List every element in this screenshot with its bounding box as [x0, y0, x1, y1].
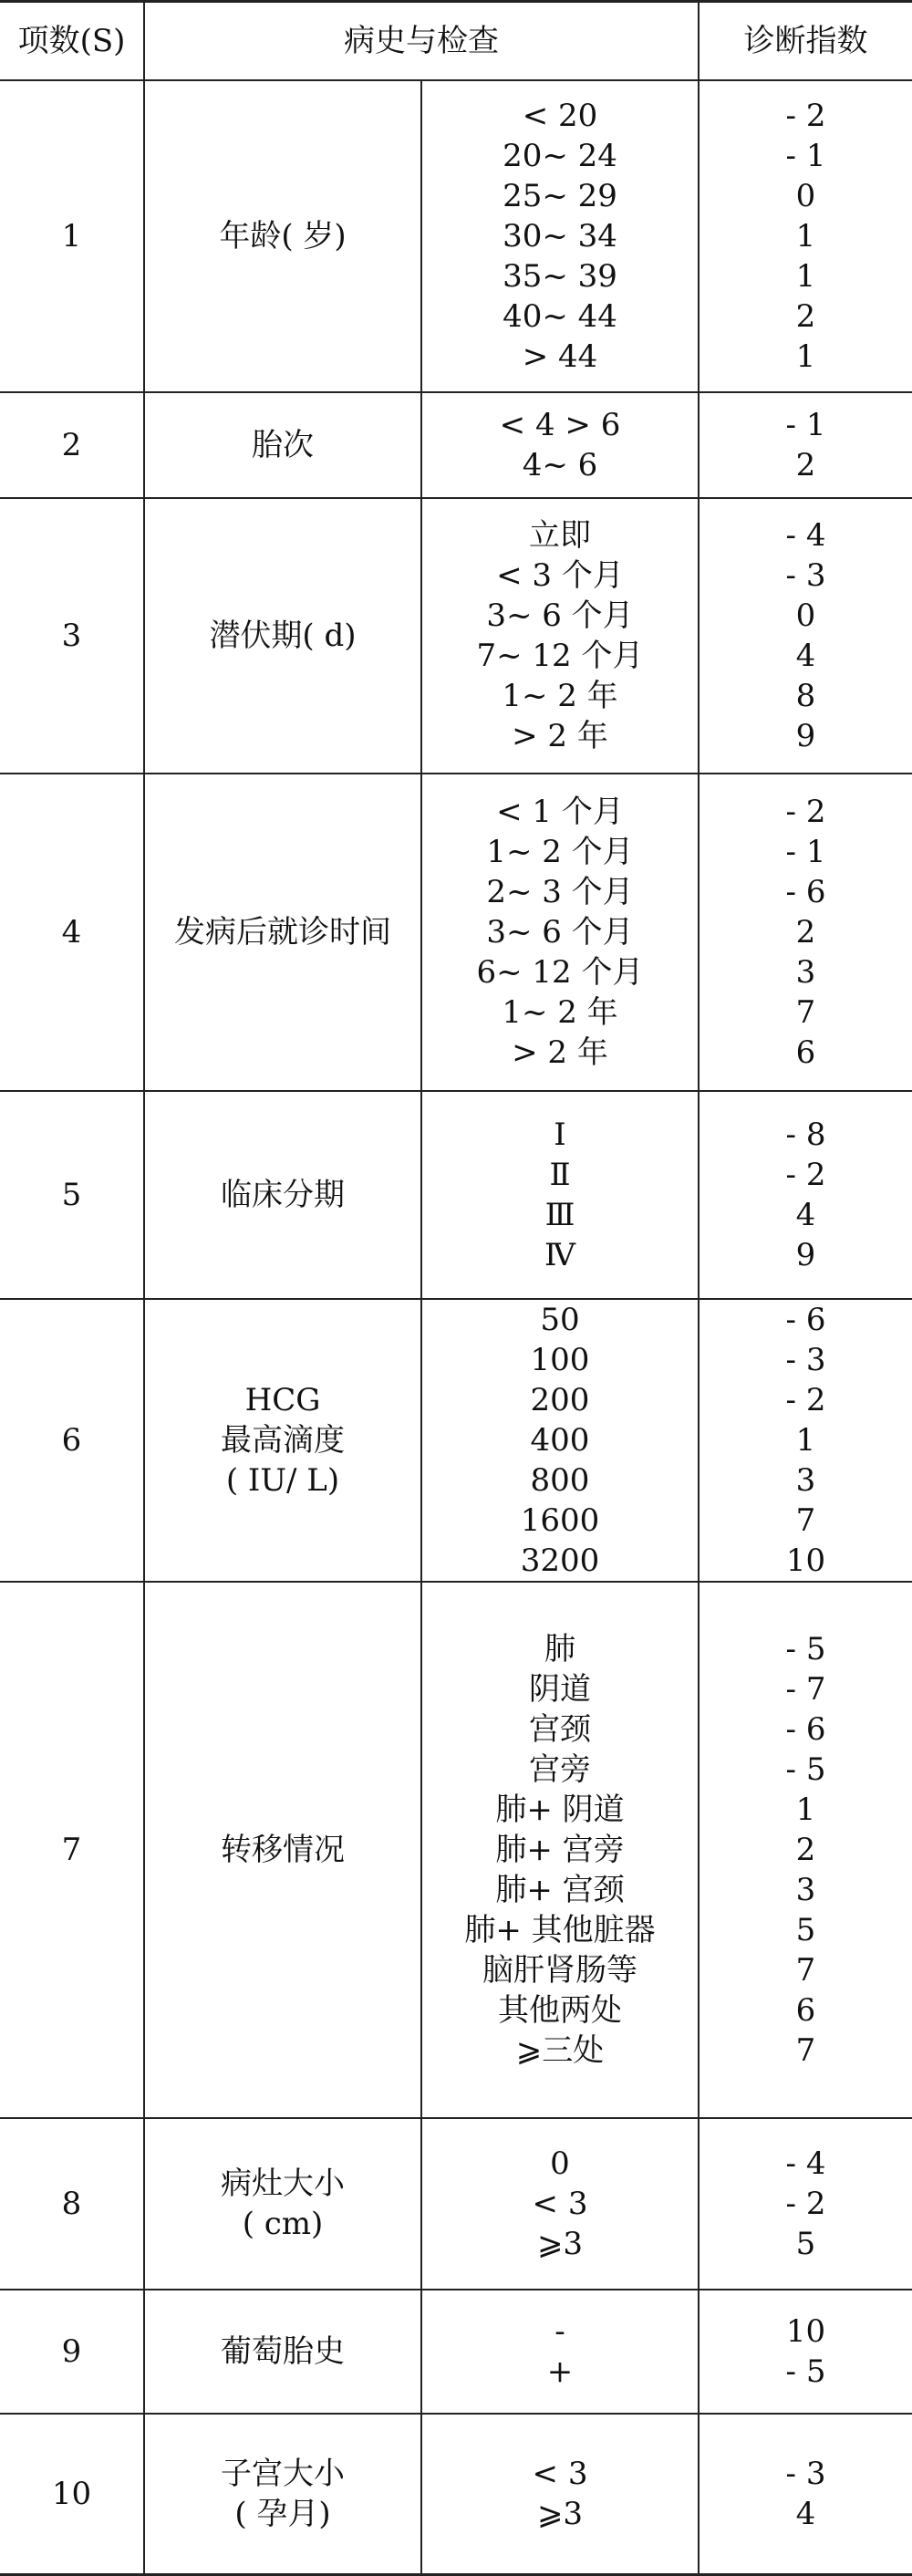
score-value: 3 — [795, 1462, 816, 1499]
condition-list — [421, 1091, 699, 1299]
score-list — [699, 2290, 912, 2414]
table-row — [0, 392, 912, 498]
history-item — [144, 1299, 421, 1582]
score-value: 4 — [795, 1197, 816, 1233]
condition-value: ⩾三处 — [515, 2032, 605, 2069]
history-line: 转移情况 — [221, 1832, 345, 1868]
score-value: - 5 — [785, 1631, 826, 1667]
condition-value: Ⅳ — [544, 1237, 575, 1273]
table-row — [0, 1582, 912, 2118]
score-value: 1 — [795, 1422, 816, 1459]
item-number: 1 — [0, 80, 144, 392]
score-value: - 1 — [785, 407, 826, 443]
condition-value: < 3 — [532, 2186, 588, 2222]
condition-value: 40~ 44 — [503, 298, 617, 335]
item-number: 2 — [0, 392, 144, 498]
condition-value: 400 — [530, 1422, 590, 1459]
score-value: 4 — [795, 2495, 816, 2532]
score-list — [699, 2414, 912, 2574]
score-value: 1 — [795, 338, 816, 375]
table-row — [0, 2118, 912, 2290]
score-value: - 2 — [785, 2186, 826, 2222]
score-value: - 3 — [785, 2455, 826, 2492]
history-line: ( IU/ L) — [225, 1462, 340, 1499]
header-score: 诊断指数 — [699, 2, 912, 81]
score-value: 7 — [795, 994, 816, 1031]
condition-value: 1~ 2 年 — [502, 994, 618, 1031]
score-value: 6 — [795, 1992, 816, 2029]
condition-value: 100 — [530, 1342, 590, 1378]
item-number: 10 — [0, 2414, 144, 2574]
table-row — [0, 80, 912, 392]
condition-value: 宫旁 — [529, 1751, 591, 1788]
item-number: 3 — [0, 498, 144, 774]
condition-value: < 4 > 6 — [499, 407, 621, 443]
item-number: 7 — [0, 1582, 144, 2118]
condition-value: 3~ 6 个月 — [486, 597, 634, 634]
score-list — [699, 80, 912, 392]
score-value: - 2 — [785, 1157, 826, 1193]
history-line: 临床分期 — [221, 1177, 345, 1213]
history-line: ( cm) — [242, 2206, 324, 2242]
condition-value: > 2 年 — [512, 718, 608, 754]
score-list — [699, 1091, 912, 1299]
score-value: 2 — [795, 298, 816, 335]
condition-value: 1600 — [520, 1502, 600, 1539]
condition-value: 20~ 24 — [503, 138, 617, 174]
item-number: 9 — [0, 2290, 144, 2414]
condition-list — [421, 392, 699, 498]
condition-value: > 2 年 — [512, 1034, 608, 1071]
score-value: - 4 — [785, 517, 826, 554]
condition-value: < 20 — [522, 98, 598, 134]
header-history: 病史与检查 — [144, 2, 699, 81]
condition-value: 6~ 12 个月 — [476, 954, 644, 991]
score-value: - 6 — [785, 874, 826, 910]
table-row — [0, 2290, 912, 2414]
score-value: 0 — [795, 178, 816, 214]
table-row — [0, 1091, 912, 1299]
condition-list — [421, 2290, 699, 2414]
condition-value: 1~ 2 年 — [502, 678, 618, 714]
condition-value: 50 — [540, 1302, 580, 1338]
history-item — [144, 80, 421, 392]
score-value: - 2 — [785, 794, 826, 830]
item-number: 8 — [0, 2118, 144, 2290]
condition-value: 肺+ 阴道 — [495, 1792, 625, 1828]
condition-value: 其他两处 — [498, 1992, 622, 2029]
condition-value: ⩾3 — [536, 2495, 584, 2532]
score-value: 9 — [795, 1237, 816, 1273]
score-value: 7 — [795, 2032, 816, 2069]
table-row — [0, 498, 912, 774]
table-row — [0, 774, 912, 1091]
score-list — [699, 1299, 912, 1582]
condition-value: - — [554, 2313, 565, 2350]
history-line: 胎次 — [252, 427, 314, 463]
condition-value: < 1 个月 — [496, 794, 624, 830]
history-item — [144, 2290, 421, 2414]
history-line: 子宫大小 — [221, 2455, 345, 2492]
condition-list — [421, 2414, 699, 2574]
condition-value: < 3 个月 — [496, 557, 624, 594]
score-value: 1 — [795, 1792, 816, 1828]
score-value: 2 — [795, 914, 816, 950]
condition-value: > 44 — [522, 338, 598, 375]
condition-value: 宫颈 — [529, 1711, 591, 1748]
score-value: 2 — [795, 447, 816, 483]
score-value: - 4 — [785, 2145, 826, 2182]
condition-value: Ⅱ — [549, 1157, 571, 1193]
history-line: 潜伏期( d) — [209, 618, 357, 654]
score-value: 10 — [785, 1542, 826, 1579]
condition-value: 肺 — [544, 1631, 575, 1667]
condition-value: 3200 — [520, 1542, 600, 1579]
condition-value: 35~ 39 — [503, 258, 617, 295]
condition-value: Ⅰ — [554, 1117, 566, 1153]
score-value: 1 — [795, 258, 816, 295]
condition-value: 阴道 — [529, 1671, 591, 1708]
score-value: - 8 — [785, 1117, 826, 1153]
score-value: - 2 — [785, 98, 826, 134]
condition-value: 800 — [530, 1462, 590, 1499]
condition-value: 3~ 6 个月 — [486, 914, 634, 950]
condition-list — [421, 1582, 699, 2118]
score-value: - 3 — [785, 557, 826, 594]
condition-list — [421, 498, 699, 774]
condition-value: 200 — [530, 1382, 590, 1418]
item-number: 4 — [0, 774, 144, 1091]
score-value: - 6 — [785, 1711, 826, 1748]
score-list — [699, 392, 912, 498]
score-list — [699, 2118, 912, 2290]
history-line: 发病后就诊时间 — [174, 914, 391, 950]
history-item — [144, 1091, 421, 1299]
condition-value: < 3 — [532, 2455, 588, 2492]
score-value: 5 — [795, 1912, 816, 1948]
condition-value: 25~ 29 — [503, 178, 617, 214]
condition-list — [421, 2118, 699, 2290]
history-line: ( 孕月) — [234, 2495, 331, 2532]
item-number: 5 — [0, 1091, 144, 1299]
condition-value: 肺+ 宫颈 — [495, 1872, 625, 1908]
history-line: 葡萄胎史 — [221, 2333, 345, 2370]
table-header-row — [0, 2, 912, 81]
history-item — [144, 498, 421, 774]
score-value: - 2 — [785, 1382, 826, 1418]
score-value: - 7 — [785, 1671, 826, 1708]
score-value: 7 — [795, 1502, 816, 1539]
score-value: 2 — [795, 1832, 816, 1868]
score-value: 0 — [795, 597, 816, 634]
history-item — [144, 392, 421, 498]
condition-value: 30~ 34 — [503, 218, 617, 254]
score-value: 9 — [795, 718, 816, 754]
condition-value: + — [546, 2353, 574, 2390]
score-value: 5 — [795, 2226, 816, 2262]
history-line: 病灶大小 — [221, 2166, 345, 2202]
condition-value: ⩾3 — [536, 2226, 584, 2262]
score-value: - 1 — [785, 138, 826, 174]
score-value: 3 — [795, 954, 816, 991]
header-item: 项数(S) — [0, 2, 144, 81]
score-value: 10 — [785, 2313, 826, 2350]
condition-value: 0 — [550, 2145, 570, 2182]
history-line: HCG — [244, 1382, 321, 1418]
history-item — [144, 2118, 421, 2290]
score-value: 6 — [795, 1034, 816, 1071]
score-value: - 5 — [785, 2353, 826, 2390]
condition-value: 肺+ 其他脏器 — [464, 1912, 656, 1948]
condition-value: 4~ 6 — [522, 447, 598, 483]
score-value: 3 — [795, 1872, 816, 1908]
condition-value: 肺+ 宫旁 — [495, 1832, 625, 1868]
condition-value: 7~ 12 个月 — [476, 638, 644, 674]
item-number: 6 — [0, 1299, 144, 1582]
history-line: 年龄( 岁) — [219, 218, 347, 254]
score-list — [699, 1582, 912, 2118]
score-value: - 1 — [785, 834, 826, 870]
history-line: 最高滴度 — [221, 1422, 345, 1459]
score-list — [699, 774, 912, 1091]
score-value: - 3 — [785, 1342, 826, 1378]
table-row — [0, 2414, 912, 2574]
history-item — [144, 1582, 421, 2118]
score-value: 1 — [795, 218, 816, 254]
condition-value: 立即 — [529, 517, 591, 554]
condition-list — [421, 1299, 699, 1582]
table-row — [0, 1299, 912, 1582]
condition-list — [421, 774, 699, 1091]
score-value: 7 — [795, 1952, 816, 1989]
condition-list — [421, 80, 699, 392]
score-value: 8 — [795, 678, 816, 714]
score-value: - 5 — [785, 1751, 826, 1788]
score-value: 4 — [795, 638, 816, 674]
condition-value: 2~ 3 个月 — [486, 874, 634, 910]
condition-value: 脑肝肾肠等 — [482, 1952, 637, 1989]
score-list — [699, 498, 912, 774]
history-item — [144, 774, 421, 1091]
score-value: - 6 — [785, 1302, 826, 1338]
condition-value: Ⅲ — [544, 1197, 575, 1233]
condition-value: 1~ 2 个月 — [486, 834, 634, 870]
history-item — [144, 2414, 421, 2574]
